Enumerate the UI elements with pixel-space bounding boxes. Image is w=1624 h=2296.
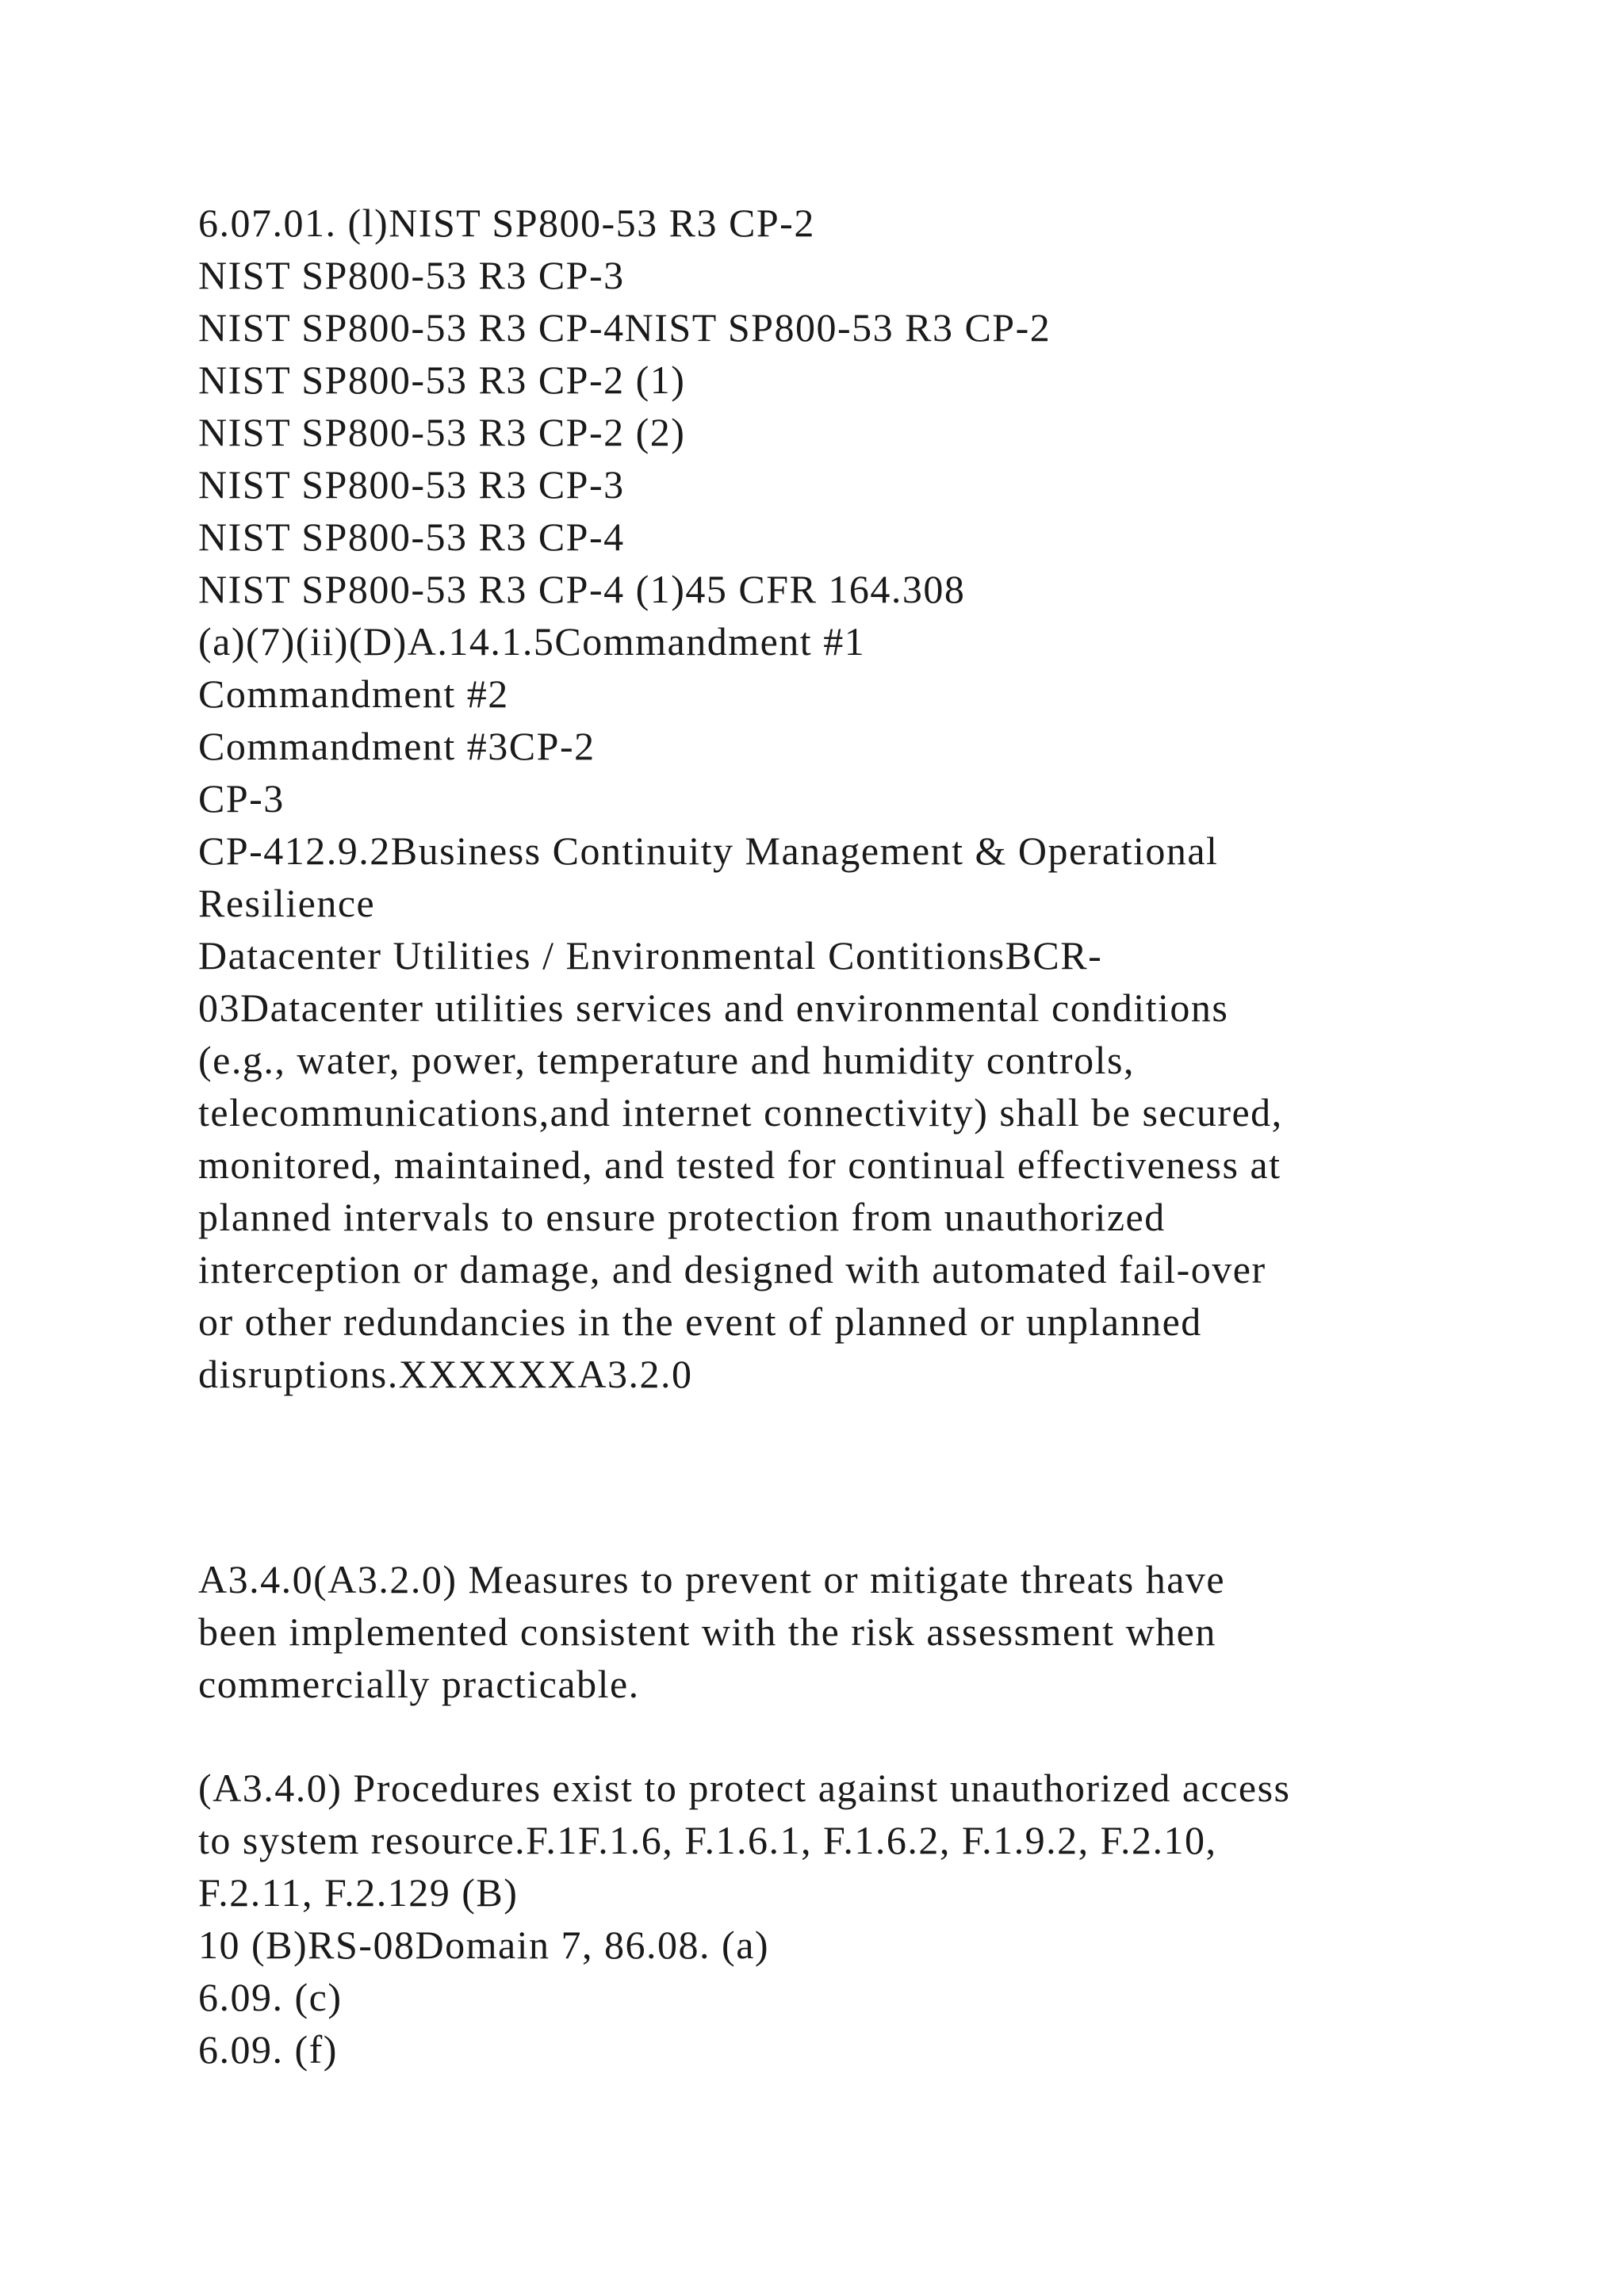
text-line: NIST SP800-53 R3 CP-2 (1)	[198, 358, 686, 402]
text-line: commercially practicable.	[198, 1662, 640, 1706]
text-line: 6.09. (c)	[198, 1975, 343, 2019]
text-line: Commandment #2	[198, 672, 509, 716]
text-line: 6.07.01. (l)NIST SP800-53 R3 CP-2	[198, 201, 815, 245]
text-line: CP-3	[198, 776, 285, 821]
text-line: 10 (B)RS-08Domain 7, 86.08. (a)	[198, 1923, 770, 1967]
text-line: 03Datacenter utilities services and environmental conditions	[198, 985, 1229, 1030]
text-line: Datacenter Utilities / Environmental ContitionsBCR-	[198, 933, 1103, 978]
text-line: Resilience	[198, 881, 376, 925]
text-line: A3.4.0(A3.2.0) Measures to prevent or mitigate threats have	[198, 1557, 1226, 1601]
text-line: disruptions.XXXXXXA3.2.0	[198, 1352, 693, 1396]
text-line: planned intervals to ensure protection from unauthorized	[198, 1195, 1166, 1239]
text-line: F.2.11, F.2.129 (B)	[198, 1870, 519, 1915]
text-line: NIST SP800-53 R3 CP-4	[198, 515, 625, 559]
text-line: interception or damage, and designed with automated fail-over	[198, 1247, 1266, 1292]
text-line: NIST SP800-53 R3 CP-2 (2)	[198, 410, 686, 454]
text-line: (a)(7)(ii)(D)A.14.1.5Commandment #1	[198, 619, 866, 664]
text-line: or other redundancies in the event of planned or unplanned	[198, 1299, 1202, 1344]
text-block-measures	[198, 1553, 1530, 1710]
text-block-controls	[198, 197, 1530, 1400]
text-line: NIST SP800-53 R3 CP-4NIST SP800-53 R3 CP-2	[198, 305, 1051, 350]
text-line: been implemented consistent with the risk assessment when	[198, 1609, 1216, 1654]
text-line: monitored, maintained, and tested for continual effectiveness at	[198, 1142, 1281, 1187]
text-line: (A3.4.0) Procedures exist to protect against unauthorized access	[198, 1766, 1291, 1810]
text-line: NIST SP800-53 R3 CP-3	[198, 253, 625, 297]
text-line: NIST SP800-53 R3 CP-3	[198, 462, 625, 507]
text-line: telecommunications,and internet connectivity) shall be secured,	[198, 1090, 1283, 1135]
text-line: to system resource.F.1F.1.6, F.1.6.1, F.1.6.2, F.1.9.2, F.2.10,	[198, 1818, 1217, 1862]
text-block-procedures	[198, 1762, 1530, 2076]
text-line: NIST SP800-53 R3 CP-4 (1)45 CFR 164.308	[198, 567, 966, 611]
text-line: CP-412.9.2Business Continuity Management & Operational	[198, 828, 1219, 873]
text-line: 6.09. (f)	[198, 2027, 338, 2072]
text-line: Commandment #3CP-2	[198, 724, 596, 768]
text-line: (e.g., water, power, temperature and humidity controls,	[198, 1038, 1135, 1082]
